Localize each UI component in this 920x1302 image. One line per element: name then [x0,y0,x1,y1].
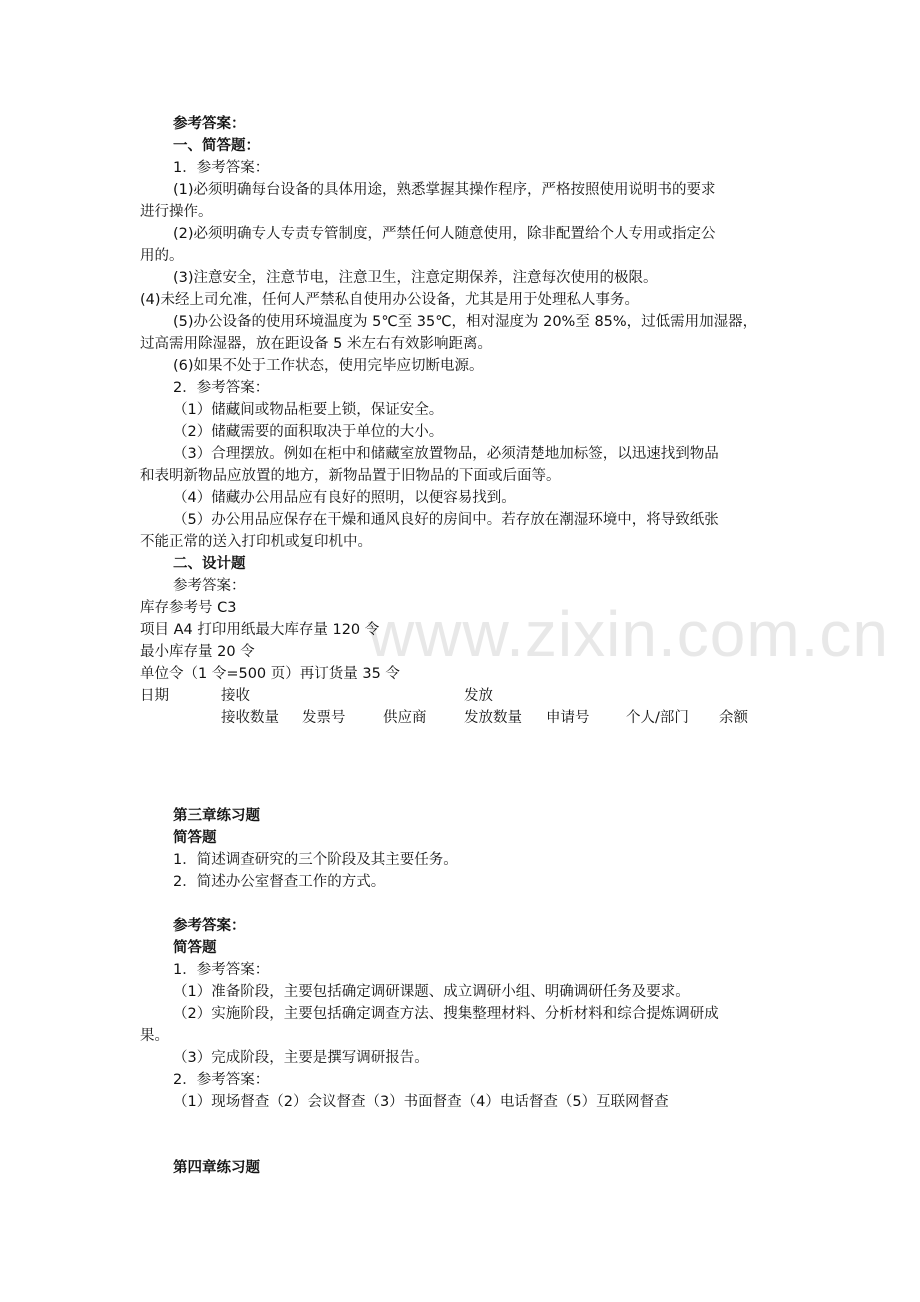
answer-2-label: 2．参考答案： [173,380,270,396]
table-header-date: 日期 [140,688,169,704]
paragraph-line: (2)必须明确专人专责专管制度，严禁任何人随意使用，除非配置给个人专用或指定公 [173,226,716,242]
answer-2-label: 2．参考答案： [173,1072,270,1088]
answer-heading: 参考答案： [173,918,246,934]
section-heading-design: 二、设计题 [173,556,246,572]
paragraph-line: 进行操作。 [140,204,213,220]
short-answer-heading: 简答题 [173,940,217,956]
table-col-balance: 余额 [719,710,748,726]
paragraph-line: 果。 [140,1028,169,1044]
stock-ref-line: 库存参考号 C3 [140,600,237,616]
paragraph-line: 过高需用除湿器，放在距设备 5 米左右有效影响距离。 [140,336,492,352]
paragraph-line: 用的。 [140,248,184,264]
paragraph-line: （4）储藏办公用品应有良好的照明，以便容易找到。 [173,490,516,506]
paragraph-line: 不能正常的送入打印机或复印机中。 [140,534,372,550]
paragraph-line: （3）完成阶段，主要是撰写调研报告。 [173,1050,429,1066]
section-heading-short-answer: 一、简答题： [173,138,260,154]
table-col-person-dept: 个人/部门 [626,710,689,726]
stock-unit-line: 单位令（1 令=500 页）再订货量 35 令 [140,666,400,682]
chapter-3-heading: 第三章练习题 [173,808,260,824]
question-line: 2．简述办公室督查工作的方式。 [173,874,386,890]
paragraph-line: （2）实施阶段，主要包括确定调查方法、搜集整理材料、分析材料和综合提炼调研成 [173,1006,719,1022]
chapter-4-heading: 第四章练习题 [173,1160,260,1176]
paragraph-line: （1）现场督查（2）会议督查（3）书面督查（4）电话督查（5）互联网督查 [173,1094,669,1110]
table-col-issue-qty: 发放数量 [464,710,522,726]
question-line: 1．简述调查研究的三个阶段及其主要任务。 [173,852,458,868]
paragraph-line: （2）储藏需要的面积取决于单位的大小。 [173,424,444,440]
paragraph-line: (3)注意安全，注意节电，注意卫生，注意定期保养，注意每次使用的极限。 [173,270,658,286]
table-header-issue: 发放 [464,688,493,704]
table-col-receive-qty: 接收数量 [221,710,279,726]
answer-heading: 参考答案： [173,116,246,132]
paragraph-line: 和表明新物品应放置的地方，新物品置于旧物品的下面或后面等。 [140,468,561,484]
stock-item-line: 项目 A4 打印用纸最大库存量 120 令 [140,622,380,638]
paragraph-line: （1）储藏间或物品柜要上锁，保证安全。 [173,402,444,418]
paragraph-line: (5)办公设备的使用环境温度为 5℃至 35℃，相对湿度为 20%至 85%，过低需用加湿器， [173,314,758,330]
watermark: www.zixin.com.cn [368,598,889,670]
paragraph-line: (4)未经上司允准，任何人严禁私自使用办公设备，尤其是用于处理私人事务。 [140,292,640,308]
paragraph-line: （1）准备阶段，主要包括确定调研课题、成立调研小组、明确调研任务及要求。 [173,984,690,1000]
answer-1-label: 1．参考答案： [173,160,270,176]
table-col-request-no: 申请号 [546,710,590,726]
short-answer-heading: 简答题 [173,830,217,846]
paragraph-line: (1)必须明确每台设备的具体用途，熟悉掌握其操作程序，严格按照使用说明书的要求 [173,182,716,198]
table-col-supplier: 供应商 [383,710,427,726]
answer-label: 参考答案： [173,578,246,594]
stock-min-line: 最小库存量 20 令 [140,644,255,660]
paragraph-line: （5）办公用品应保存在干燥和通风良好的房间中。若存放在潮湿环境中，将导致纸张 [173,512,719,528]
paragraph-line: (6)如果不处于工作状态，使用完毕应切断电源。 [173,358,484,374]
answer-1-label: 1．参考答案： [173,962,270,978]
paragraph-line: （3）合理摆放。例如在柜中和储藏室放置物品，必须清楚地加标签，以迅速找到物品 [173,446,719,462]
table-header-receive: 接收 [221,688,250,704]
table-col-invoice-no: 发票号 [302,710,346,726]
